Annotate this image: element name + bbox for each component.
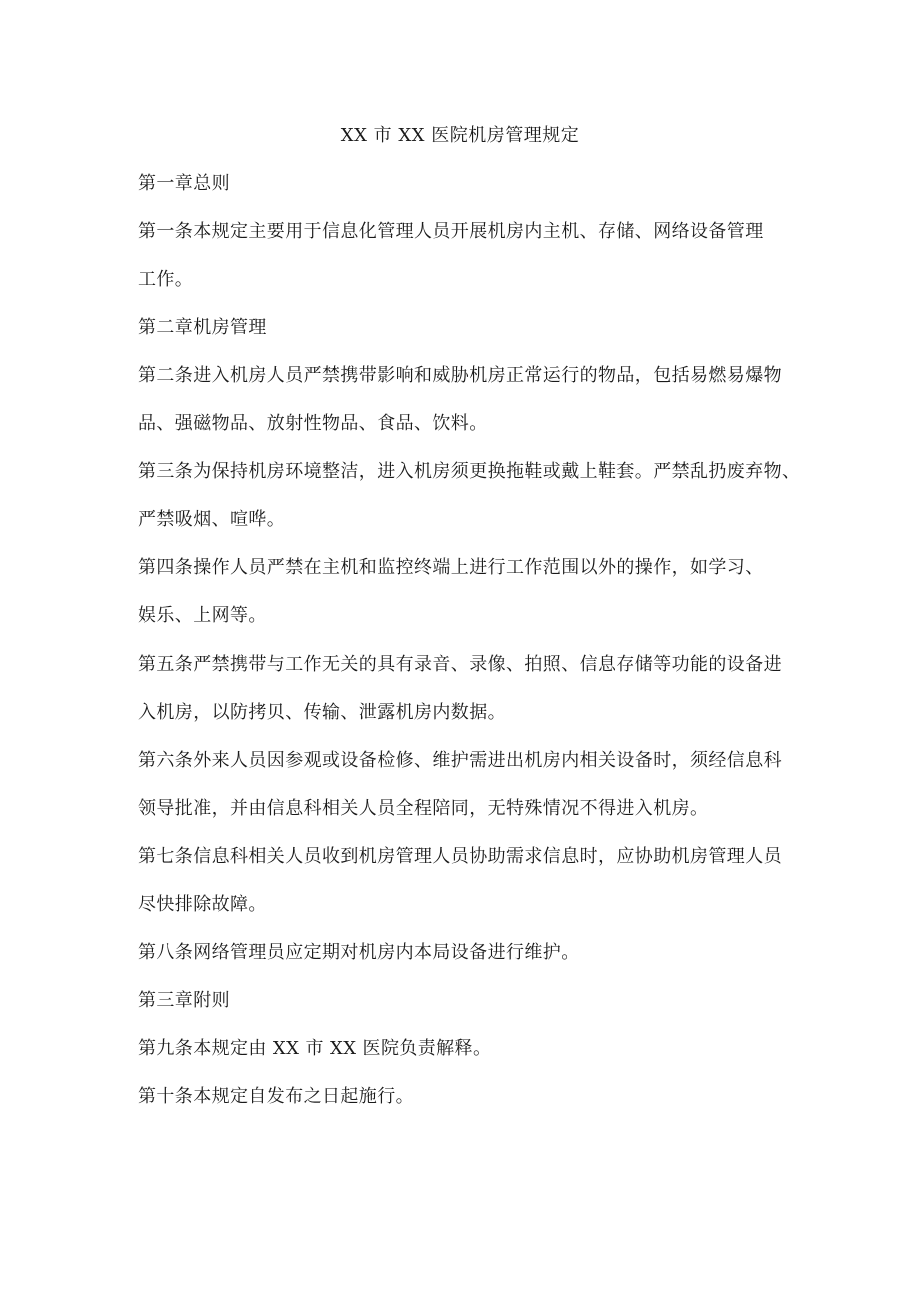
chapter-heading: 第一章总则 (138, 173, 230, 194)
article-line: 品、强磁物品、放射性物品、食品、饮料。 (138, 413, 488, 434)
article-line: 第九条本规定由 XX 市 XX 医院负责解释。 (138, 1038, 492, 1059)
article-line: 第三条为保持机房环境整洁，进入机房须更换拖鞋或戴上鞋套。严禁乱扔废弃物、 (138, 461, 801, 482)
article-line: 第一条本规定主要用于信息化管理人员开展机房内主机、存储、网络设备管理 (138, 221, 764, 242)
article-line: 第七条信息科相关人员收到机房管理人员协助需求信息时，应协助机房管理人员 (138, 846, 782, 867)
article-line: 严禁吸烟、喧哗。 (138, 509, 286, 530)
article-line: 第四条操作人员严禁在主机和监控终端上进行工作范围以外的操作，如学习、 (138, 557, 764, 578)
article-line: 第十条本规定自发布之日起施行。 (138, 1086, 414, 1107)
article-line: 入机房，以防拷贝、传输、泄露机房内数据。 (138, 702, 506, 723)
article-line: 第六条外来人员因参观或设备检修、维护需进出机房内相关设备时，须经信息科 (138, 750, 782, 771)
article-line: 尽快排除故障。 (138, 894, 267, 915)
chapter-heading: 第二章机房管理 (138, 317, 267, 338)
article-line: 领导批准，并由信息科相关人员全程陪同，无特殊情况不得进入机房。 (138, 798, 709, 819)
article-line: 工作。 (138, 269, 194, 290)
document-title: XX 市 XX 医院机房管理规定 (340, 125, 580, 146)
article-line: 第二条进入机房人员严禁携带影响和威胁机房正常运行的物品，包括易燃易爆物 (138, 365, 782, 386)
article-line: 娱乐、上网等。 (138, 605, 267, 626)
chapter-heading: 第三章附则 (138, 990, 230, 1011)
article-line: 第八条网络管理员应定期对机房内本局设备进行维护。 (138, 942, 580, 963)
article-line: 第五条严禁携带与工作无关的具有录音、录像、拍照、信息存储等功能的设备进 (138, 654, 782, 675)
